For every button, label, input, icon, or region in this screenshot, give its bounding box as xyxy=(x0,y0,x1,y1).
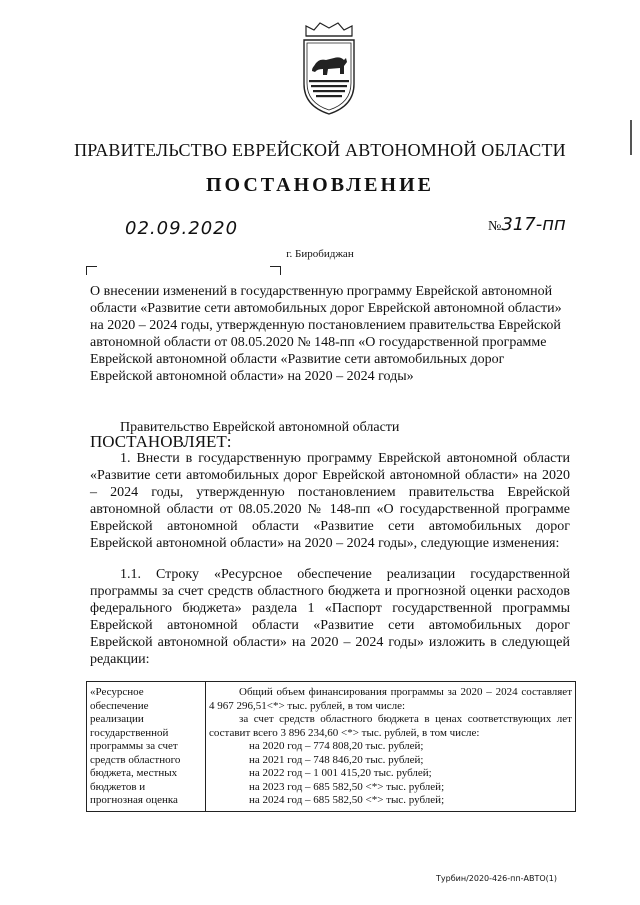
year-line: на 2020 год – 774 808,20 тыс. рублей; xyxy=(249,740,424,752)
table-left-cell xyxy=(87,682,206,812)
resource-table xyxy=(86,681,576,812)
government-heading: ПРАВИТЕЛЬСТВО ЕВРЕЙСКОЙ АВТОНОМНОЙ ОБЛАСТИ xyxy=(74,140,566,160)
left-line: государственной xyxy=(90,726,169,739)
item-1-1-paragraph: 1.1. Строку «Ресурсное обеспечение реализации государственной программы за счет средств областного бюджета и прогнозной оценки расходов федерального бюджета» раздела 1 «Паспорт государственной программы Еврейской автономной области «Развитие сети автомобильных дорог Еврейской автономной области» на 2020 – 2024 годы» изложить в следующей редакции: xyxy=(90,567,570,667)
left-line: бюджетов и xyxy=(90,780,146,793)
intro-line: Правительство Еврейской автономной области xyxy=(120,420,400,435)
document-title: О внесении изменений в государственную программу Еврейской автономной области «Развитие сети автомобильных дорог Еврейской автономной области» на 2020 – 2024 годы, утвержденную постановлением правительства Еврейской автономной области от 08.05.2020 № 148-пп «О государственной программе Еврейской автономной области «Развитие сети автомобильных дорог Еврейской автономной области» на 2020 – 2024 годы» xyxy=(90,284,562,384)
document-type-heading: ПОСТАНОВЛЕНИЕ xyxy=(206,174,434,196)
total-financing: Общий объем финансирования программы за 2020 – 2024 составляет 4 967 296,51<*> тыс. рублей, в том числе: xyxy=(209,686,572,712)
left-line: программы за счет xyxy=(90,740,178,752)
left-line: прогнозная оценка xyxy=(90,794,178,806)
year-line: на 2021 год – 748 846,20 тыс. рублей; xyxy=(249,753,424,766)
year-line: на 2023 год – 685 582,50 <*> тыс. рублей; xyxy=(249,780,445,793)
table-right-cell xyxy=(206,682,576,812)
left-line: обеспечение xyxy=(90,699,149,712)
city-name: г. Биробиджан xyxy=(286,248,354,260)
left-line: «Ресурсное xyxy=(90,686,144,698)
document-date: 02.09.2020 xyxy=(125,218,239,239)
footer-code: Турбин/2020-426-пп-АВТО(1) xyxy=(436,874,557,883)
year-line: на 2022 год – 1 001 415,20 тыс. рублей; xyxy=(249,767,432,779)
regional-budget: за счет средств областного бюджета в ценах соответствующих лет составит всего 3 896 234,60 <*> тыс. рублей, в том числе: xyxy=(209,713,572,739)
document-number xyxy=(488,214,566,235)
item-1-paragraph: 1. Внести в государственную программу Еврейской автономной области «Развитие сети автомобильных дорог Еврейской автономной области» на 2020 – 2024 годы, утвержденную постановлением правительства Еврейской автономной области от 08.05.2020 № 148-пп «О государственной программе Еврейской автономной области «Развитие сети автомобильных дорог Еврейской автономной области» на 2020 – 2024 годы», следующие изменения: xyxy=(90,451,570,551)
left-line: средств областного xyxy=(90,753,181,766)
table-row xyxy=(87,682,576,812)
number-prefix: № xyxy=(488,219,502,234)
number-value: 317-пп xyxy=(501,214,566,235)
resolves-line: ПОСТАНОВЛЯЕТ: xyxy=(90,432,232,451)
left-line: реализации xyxy=(90,713,144,725)
title-bracket-left xyxy=(86,266,97,275)
year-line: на 2024 год – 685 582,50 <*> тыс. рублей; xyxy=(249,794,445,806)
left-line: бюджета, местных xyxy=(90,767,178,779)
coat-of-arms-emblem xyxy=(300,22,358,116)
title-bracket-right xyxy=(270,266,281,275)
